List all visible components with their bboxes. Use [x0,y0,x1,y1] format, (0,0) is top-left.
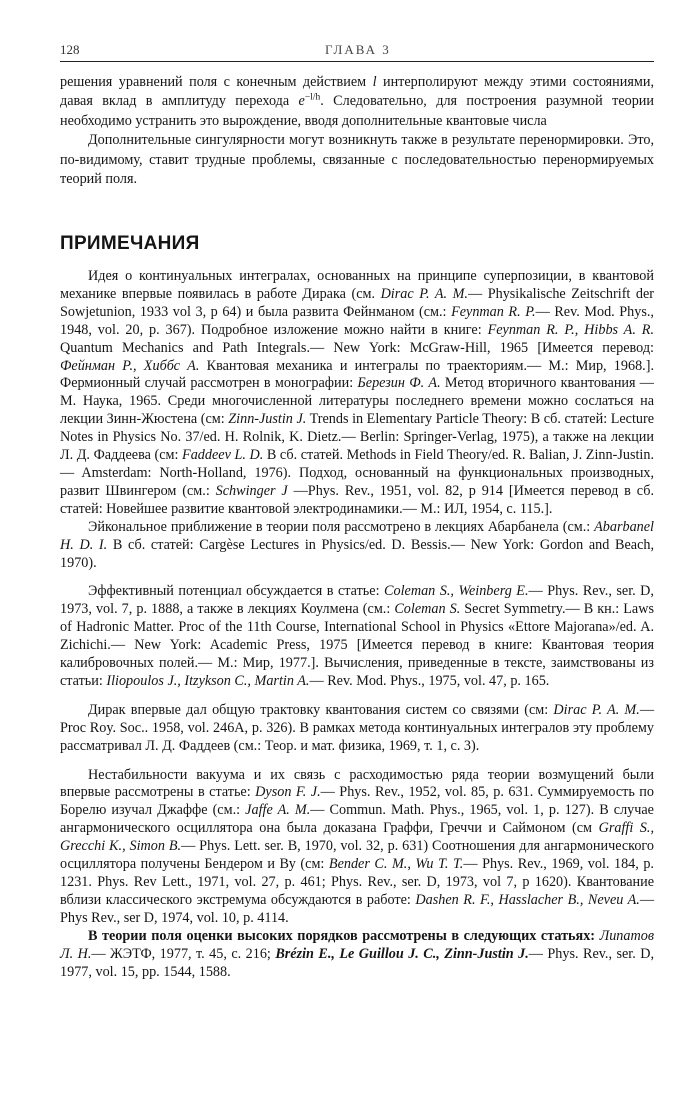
note-text: Эйкональное приближение в теории поля рассмотрено в лекциях Абарбанела (см.: [88,518,595,535]
note-text: В сб. статей. Methods in Field Theory/ed. R. Balian, J. Zinn-Justin.— Amsterdam: North-Holland, 1976). Подход, основанный на функциональных производных, развит Швингером (см.: [60,447,654,499]
citation-author: Dashen R. F., Hasslacher B., Neveu A. [415,891,640,908]
citation-author: Dirac P. A. M. [553,701,640,718]
note-text: Метод вторичного квантования —М. Наука, 1965. Среди многочисленной литературы последнего времени можно сослаться на лекции Зинн-Жюстена (см: [60,375,654,428]
note-high-orders [60,928,654,982]
note-text: — ЖЭТФ, 1977, т. 45, с. 216; [91,945,276,962]
note-text: — Phys. Rev., ser. D, 1977, vol. 15, pp. 1544, 1588. [60,945,655,980]
citation-author: Coleman S. [394,601,461,618]
note-text: — Commun. Math. Phys., 1965, vol. 1, p. 127). В случае ангармонического осциллятора она была доказана Граффи, Греччи и Саймоном (см [60,802,654,837]
exponent-base: e [298,93,305,110]
note-eikonal [60,519,654,573]
note-text: Нестабильности вакуума и их связь с расходимостью ряда теории возмущений были впервые рассмотрены в статье: [60,766,654,801]
page-number: 128 [60,42,80,57]
citation-author: Dyson F. J. [255,784,321,801]
intro-p1-part-a: решения уравнений поля с конечным действием [60,74,373,90]
citation-author: Schwinger J [215,482,288,499]
citation-author: Brézin E., Le Guillou J. C., Zinn-Justin J. [275,945,529,962]
intro-p1-part-c: . Следовательно, для построения разумной теории необходимо устранить это вырождение, вводя дополнительные квантовые числа [60,93,654,129]
note-text: —Phys. Rev., 1951, vol. 82, p 914 [Имеется перевод в сб. статей: Новейшее развитие квантовой электродинамики.— М.: ИЛ, 1954, с. 115.]. [60,482,654,517]
note-text: — Proc Roy. Soc.. 1958, vol. 246A, p. 326). В рамках метода континуальных интегралов эту проблему рассматривал Л. Д. Фаддеев (см.: Теор. и мат. физика, 1969, т. 1, с. 3). [60,701,654,754]
header-rule [60,61,654,62]
note-text: В сб. статей: Cargèse Lectures in Physics/ed. D. Bessis.— New York: Gordon and Beach, 1970). [60,536,655,571]
note-text: Идея о континуальных интегралах, основанных на принципе суперпозиции, в квантовой механике впервые появилась в работе Дирака (см. [60,268,654,302]
page-header [60,40,654,60]
citation-author: Липатов Л. Н. [60,927,654,962]
running-head: ГЛАВА 3 [325,42,391,57]
note-text: — Rev. Mod. Phys., 1975, vol. 47, p. 165. [309,672,550,689]
exponent-power: −l/h [304,92,321,103]
citation-author: Dirac P. A. M. [380,285,468,302]
intro-paragraph-1 [60,73,654,131]
citation-author: Zinn-Justin J. [228,411,307,428]
note-text: Эффективный потенциал обсуждается в статье: [88,583,385,600]
note-text: — Phys Rev., ser D, 1974, vol. 10, p. 4114. [60,891,654,926]
intro-p1-symbol-l: l [372,74,377,90]
intro-paragraph-2: Дополнительные сингулярности могут возникнуть также в результате перенормировки. Это, по-видимому, ставит трудные проблемы, связанные с последовательностью перенормируемых теорий поля. [60,132,654,188]
notes-section [60,268,654,981]
note-constrained-systems [60,702,654,756]
note-text: В теории поля оценки высоких порядков рассмотрены в следующих статьях: [88,927,600,944]
citation-author: Abarbanel H. D. I. [60,518,654,553]
note-effective-potential [60,583,654,690]
note-text: — Physikalische Zeitschrift der Sowjetunion, 1933 vol 3, p 64) и была развита Фейнманом (см.: [60,285,655,320]
note-text: Secret Symmetry.— В кн.: Laws of Hadronic Matter. Proc of the 11th Course, International School in Physics «Ettore Majorana»/ed. A. Zichichi.— New York: Academic Press, 1975 [Имеется перевод в книге: Квантовая теория калибровочных полей.— М.: Мир, 1977.]. Вычисления, приведенные в тексте, заимствованы из статьи: [60,601,655,689]
note-text: — Phys. Rev., ser. D, 1973, vol. 7, p. 1888, а также в лекциях Коулмена (см.: [60,583,654,618]
citation-author: Bender C. M., Wu T. T. [328,856,464,873]
note-text: Квантовая механика и интегралы по траекториям.— М.: Мир, 1968.]. Фермионный случай рассмотрен в монографии: [60,357,655,392]
citation-author: Iliopoulos J., Itzykson C., Martin A. [106,672,310,689]
note-text: — Phys. Rev., 1969, vol. 184, p. 1231. Phys. Rev Lett., 1971, vol. 27, p. 461; Phys. Rev., ser. D, 1973, vol 7, p 1620). Квантование вблизи классического экстремума обсуждаются в работе: [60,856,654,908]
note-path-integrals [60,268,654,519]
citation-author: Coleman S., Weinberg E. [384,583,529,600]
note-text: Trends in Elementary Particle Theory: В сб. статей: Lecture Notes in Physics No. 37/ed. H. Rolnik, K. Dietz.— Berlin: Springer-Verlag, 1975), а также на лекции Л. Д. Фаддеева (см: [60,411,655,464]
citation-author: Graffi S., Grecchi K., Simon B. [60,820,654,855]
section-heading: ПРИМЕЧАНИЯ [60,233,200,254]
citation-author: Feynman R. P., Hibbs A. R. [487,321,655,338]
citation-author: Jaffe A. M. [245,802,311,819]
citation-author: Березин Ф. А. [357,375,441,392]
note-text: — Phys. Lett. ser. B, 1970, vol. 32, p. 631) Соотношения для ангармонического осциллятора получены Бендером и Ву (см: [60,838,654,873]
intro-p1-part-b: интерполируют между этими состояниями, давая вклад в амплитуду перехода [60,74,654,110]
note-text: — Rev. Mod. Phys., 1948, vol. 20, p. 367). Подробное изложение можно найти в книге: [60,303,654,338]
note-vacuum-instability [60,767,654,928]
intro-text [60,73,654,189]
citation-author: Faddeev L. D. [182,447,264,464]
citation-author: Фейнман Р., Хиббс А. [60,357,200,374]
citation-author: Feynman R. P. [451,303,536,320]
note-text: Дирак впервые дал общую трактовку квантования систем со связями (см: [88,701,554,718]
note-text: — Phys. Rev., 1952, vol. 85, p. 631. Суммируемость по Борелю изучал Джаффе (см.: [60,784,654,819]
note-text: Quantum Mechanics and Path Integrals.— New York: McGraw-Hill, 1965 [Имеется перевод: [60,339,654,356]
